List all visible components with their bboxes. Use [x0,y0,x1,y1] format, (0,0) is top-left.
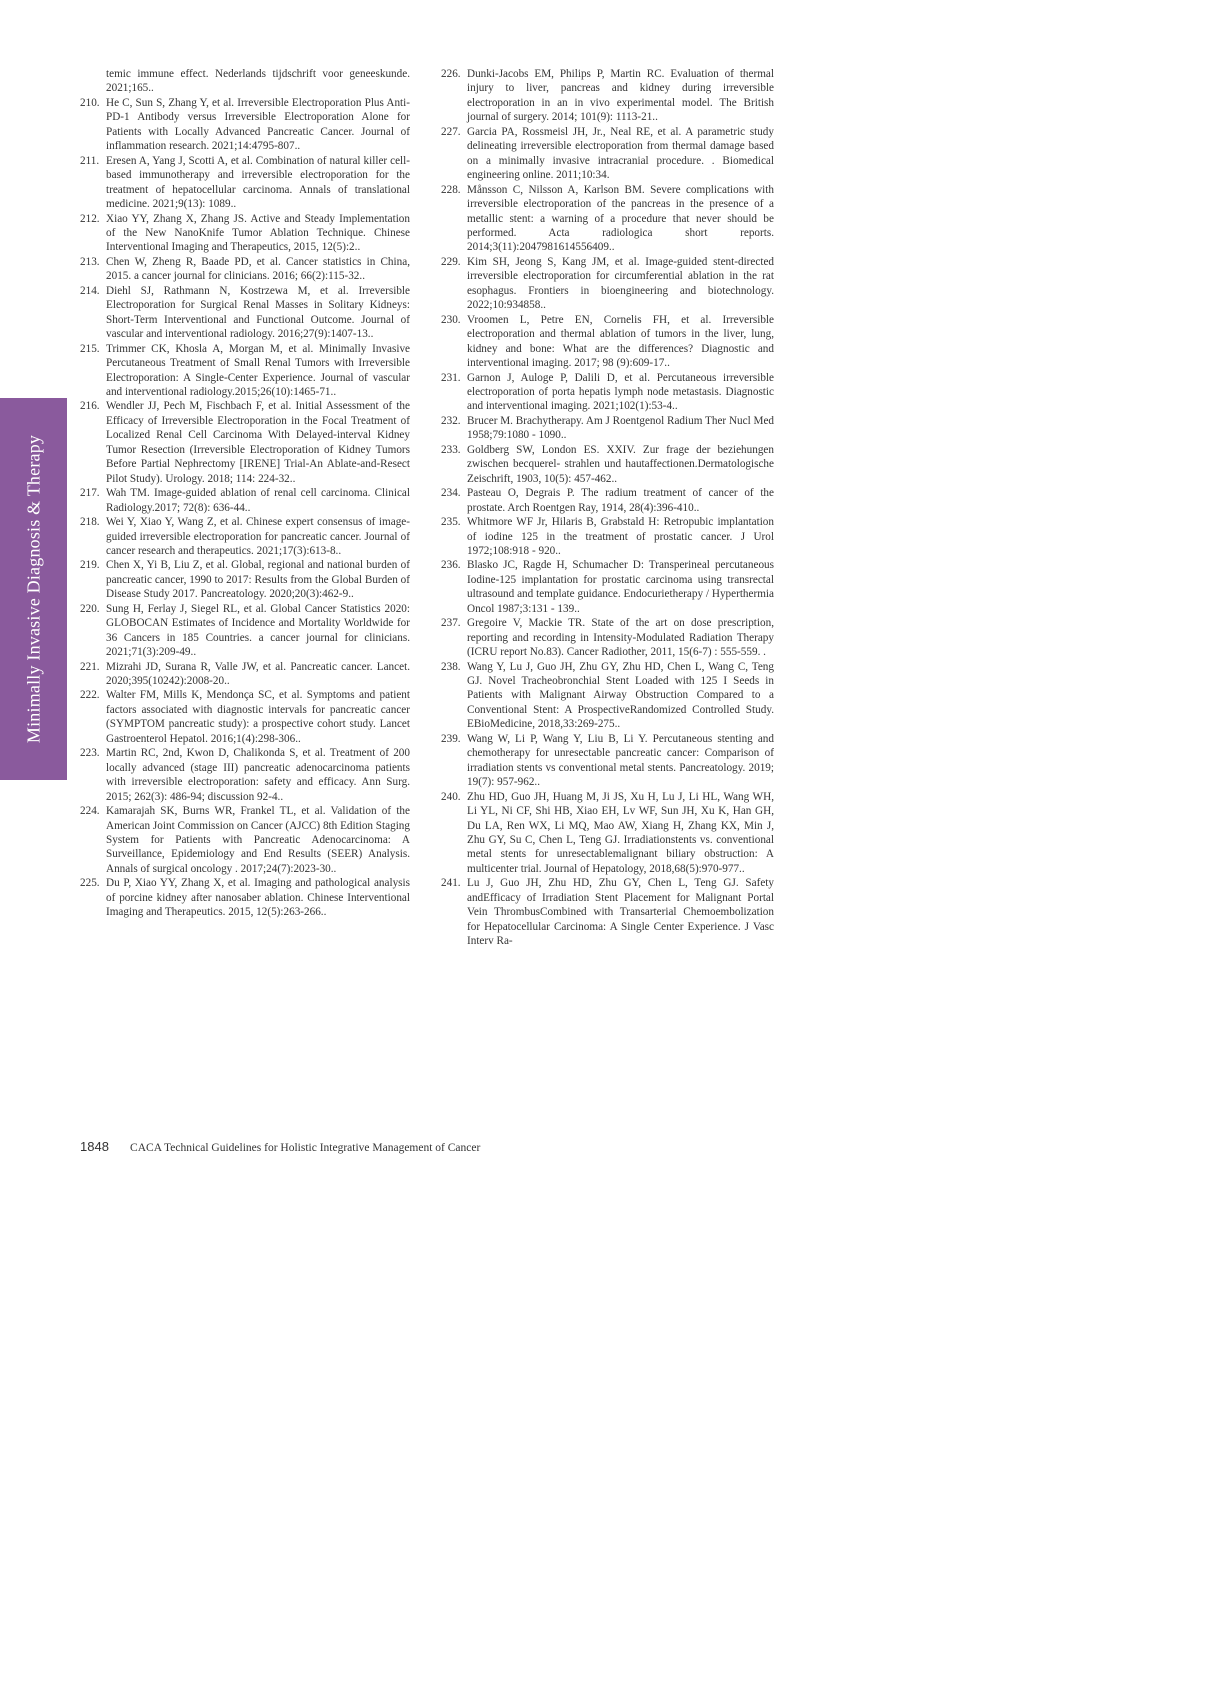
reference-entry [441,660,774,732]
section-title-vertical: Minimally Invasive Diagnosis & Therapy [23,434,43,744]
reference-list-left [80,96,410,920]
reference-number: 218. [80,516,100,529]
reference-number: 234. [441,487,461,500]
reference-entry [441,616,774,659]
reference-number: 222. [80,689,100,702]
reference-number: 225. [80,877,100,890]
journal-title: CACA Technical Guidelines for Holistic Integrative Management of Cancer [130,1142,481,1154]
reference-text: Mizrahi JD, Surana R, Valle JW, et al. Pancreatic cancer. Lancet. 2020;395(10242):2008-20.. [106,660,410,688]
reference-number: 231. [441,371,461,384]
reference-text: Lu J, Guo JH, Zhu HD, Zhu GY, Chen L, Teng GJ. Safety andEfficacy of Irradiation Stent Placement for Malignant Portal Vein ThrombusCombined with Transarterial Chemoembolization for Hepatocellular Carcinoma: A Single Center Experience. J Vasc Interv Ra- [467,877,774,948]
reference-text: Du P, Xiao YY, Zhang X, et al. Imaging and pathological analysis of porcine kidney after nanosaber ablation. Chinese Interventional Imaging and Therapeutics. 2015, 12(5):263-266.. [106,877,410,919]
reference-text: Sung H, Ferlay J, Siegel RL, et al. Global Cancer Statistics 2020: GLOBOCAN Estimates of Incidence and Mortality Worldwide for 36 Cancers in 185 Countries. a cancer journal for clinicians. 2021;71(3):209-49.. [106,602,410,659]
reference-number: 215. [80,342,100,355]
reference-number: 223. [80,747,100,760]
reference-text: Wah TM. Image-guided ablation of renal cell carcinoma. Clinical Radiology.2017; 72(8): 636-44.. [106,487,410,514]
reference-number: 239. [441,732,461,745]
reference-text: Wendler JJ, Pech M, Fischbach F, et al. Initial Assessment of the Efficacy of Irreversible Electroporation in the Focal Treatment of Localized Renal Cell Carcinoma With Delayed-interval Kidney Tumor Resection (Irreversible Electroporation of Kidney Tumors Before Partial Nephrectomy [IRENE] Trial-An Ablate-and-Resect Pilot Study). Urology. 2018; 114: 224-32.. [106,400,410,485]
reference-entry [441,371,774,414]
reference-number: 237. [441,617,461,630]
reference-entry [80,212,410,255]
reference-text: Garcia PA, Rossmeisl JH, Jr., Neal RE, et al. A parametric study delineating irreversible electroporation from thermal damage based on a minimally invasive intracranial procedure. . Biomedical engineering online. 2011;10:34. [467,125,774,182]
reference-entry [80,804,410,876]
reference-entry [441,443,774,486]
reference-text: Chen X, Yi B, Liu Z, et al. Global, regional and national burden of pancreatic cancer, 1990 to 2017: Results from the Global Burden of Disease Study 2017. Pancreatology. 2020;20(3):462-9.. [106,559,410,601]
reference-number: 230. [441,313,461,326]
references-left-column [80,67,410,920]
reference-text: Kamarajah SK, Burns WR, Frankel TL, et al. Validation of the American Joint Commission on Cancer (AJCC) 8th Edition Staging System for Patients with Pancreatic Adenocarcinoma: A Surveillance, Epidemiology and End Results (SEER) Analysis. Annals of surgical oncology . 2017;24(7):2023-30.. [106,805,410,875]
reference-entry [80,558,410,601]
reference-number: 214. [80,284,100,297]
reference-text: Martin RC, 2nd, Kwon D, Chalikonda S, et al. Treatment of 200 locally advanced (stage III) pancreatic adenocarcinoma patients with irreversible electroporation: safety and efficacy. Ann Surg. 2015; 262(3): 486-94; discussion 92-4.. [106,747,410,803]
reference-entry [441,414,774,443]
reference-entry [80,515,410,558]
reference-text: Zhu HD, Guo JH, Huang M, Ji JS, Xu H, Lu J, Li HL, Wang WH, Li YL, Ni CF, Shi HB, Xiao EH, Lv WF, Sun JH, Xu K, Han GH, Du LA, Ren WX, Li MQ, Mao AW, Xiang H, Zhang KX, Min J, Zhu GY, Su C, Chen L, Teng GJ. Irradiationstents vs. conventional metal stents for unresectablemalignant biliary obstruction: A multicenter trial. Journal of Hepatology, 2018,68(5):970-977.. [467,790,774,875]
page-number: 1848 [80,1139,109,1154]
reference-entry [80,342,410,400]
reference-entry [441,313,774,371]
reference-entry [80,486,410,515]
reference-entry [441,125,774,183]
reference-number: 213. [80,255,100,268]
reference-number: 238. [441,660,461,673]
reference-number: 241. [441,877,461,890]
reference-text: Trimmer CK, Khosla A, Morgan M, et al. Minimally Invasive Percutaneous Treatment of Small Renal Tumors with Irreversible Electroporation: A Single-Center Experience. Journal of vascular and interventional radiology.2015;26(10):1465-71.. [106,342,410,398]
page-footer [80,1139,480,1155]
reference-entry [441,183,774,255]
reference-entry [80,255,410,284]
reference-entry [441,515,774,558]
reference-number: 219. [80,559,100,572]
section-side-tab [0,398,67,780]
reference-text: Xiao YY, Zhang X, Zhang JS. Active and Steady Implementation of the New NanoKnife Tumor Ablation Technique. Chinese Interventional Imaging and Therapeutics, 2015, 12(5):2.. [106,212,410,254]
reference-text: Goldberg SW, London ES. XXIV. Zur frage der beziehungen zwischen becquerel- strahlen und hautaffectionen.Dermatologische Zeischrift, 1903, 10(5): 457-462.. [467,443,774,485]
reference-number: 232. [441,414,461,427]
reference-number: 211. [80,154,100,167]
reference-number: 227. [441,125,461,138]
reference-number: 240. [441,790,461,803]
reference-entry [80,688,410,746]
reference-entry [441,67,774,125]
reference-number: 210. [80,96,100,109]
reference-text: Månsson C, Nilsson A, Karlson BM. Severe complications with irreversible electroporation of the pancreas in the presence of a metallic stent: a warning of a procedure that never should be performed. Acta radiologica short reports. 2014;3(11):2047981614556409.. [467,183,774,254]
reference-text: He C, Sun S, Zhang Y, et al. Irreversible Electroporation Plus Anti-PD-1 Antibody versus Irreversible Electroporation Alone for Patients with Locally Advanced Pancreatic Cancer. Journal of inflammation research. 2021;14:4795-807.. [106,96,410,153]
reference-entry [80,399,410,486]
reference-number: 226. [441,68,461,80]
reference-text: Wang W, Li P, Wang Y, Liu B, Li Y. Percutaneous stenting and chemotherapy for unresectable pancreatic cancer: Comparison of irradiation stents vs conventional metal stents. Pancreatology. 2019; 19(7): 957-962.. [467,732,774,789]
reference-list-right [441,67,774,949]
reference-number: 229. [441,255,461,268]
reference-text: Brucer M. Brachytherapy. Am J Roentgenol Radium Ther Nucl Med 1958;79:1080 - 1090.. [467,414,774,442]
reference-entry [80,154,410,212]
reference-entry [441,732,774,790]
reference-number: 224. [80,805,100,818]
reference-text: Diehl SJ, Rathmann N, Kostrzewa M, et al. Irreversible Electroporation for Surgical Renal Masses in Solitary Kidneys: Short-Term Interventional and Functional Outcome. Journal of vascular and interventional radiology. 2016;27(9):1407-13.. [106,284,410,341]
reference-number: 221. [80,660,100,673]
reference-text: Pasteau O, Degrais P. The radium treatment of cancer of the prostate. Arch Roentgen Ray, 1914, 28(4):396-410.. [467,487,774,514]
references-right-column [441,67,774,949]
reference-text: Chen W, Zheng R, Baade PD, et al. Cancer statistics in China, 2015. a cancer journal for clinicians. 2016; 66(2):115-32.. [106,255,410,283]
reference-text: Wang Y, Lu J, Guo JH, Zhu GY, Zhu HD, Chen L, Wang C, Teng GJ. Novel Tracheobronchial Stent Loaded with 125 I Seeds in Patients with Malignant Airway Obstruction Compared to a Conventional Stent: A ProspectiveRandomized Controlled Study. EBioMedicine, 2018,33:269-275.. [467,660,774,731]
reference-text: Garnon J, Auloge P, Dalili D, et al. Percutaneous irreversible electroporation of porta hepatis lymph node metastasis. Diagnostic and interventional imaging. 2021;102(1):53-4.. [467,371,774,413]
reference-entry [80,602,410,660]
reference-entry [441,558,774,616]
reference-text: Gregoire V, Mackie TR. State of the art on dose prescription, reporting and recording in Intensity-Modulated Radiation Therapy (ICRU report No.83). Cancer Radiother, 2011, 15(6-7) : 555-559. . [467,617,774,659]
reference-text: Eresen A, Yang J, Scotti A, et al. Combination of natural killer cell-based immunotherapy and irreversible electroporation for the treatment of hepatocellular carcinoma. Annals of translational medicine. 2021;9(13): 1089.. [106,154,410,211]
reference-text: Kim SH, Jeong S, Kang JM, et al. Image-guided stent-directed irreversible electroporation for circumferential ablation in the rat esophagus. Frontiers in bioengineering and biotechnology. 2022;10:934858.. [467,255,774,312]
reference-entry [441,486,774,515]
reference-entry [80,660,410,689]
reference-text: Wei Y, Xiao Y, Wang Z, et al. Chinese expert consensus of image-guided irreversible electroporation for pancreatic cancer. Journal of cancer research and therapeutics. 2021;17(3):613-8.. [106,516,410,557]
reference-number: 235. [441,516,461,529]
reference-text: Blasko JC, Ragde H, Schumacher D: Transperineal percutaneous Iodine-125 implantation for prostatic carcinoma using transrectal ultrasound and template guidance. Endocurietherapy / Hyperthermia Oncol 1987;3:131 - 139.. [467,559,774,615]
reference-text: Dunki-Jacobs EM, Philips P, Martin RC. Evaluation of thermal injury to liver, pancreas and kidney during irreversible electroporation in an in vivo experimental model. The British journal of surgery. 2014; 101(9): 1113-21.. [467,68,774,124]
reference-entry [441,255,774,313]
reference-entry [80,284,410,342]
reference-number: 228. [441,183,461,196]
reference-number: 217. [80,487,100,500]
reference-number: 212. [80,212,100,225]
reference-number: 216. [80,400,100,413]
reference-text: Walter FM, Mills K, Mendonça SC, et al. Symptoms and patient factors associated with diagnostic intervals for pancreatic cancer (SYMPTOM pancreatic study): a prospective cohort study. Lancet Gastroenterol Hepatol. 2016;1(4):298-306.. [106,689,410,745]
reference-entry [80,96,410,154]
reference-text: Vroomen L, Petre EN, Cornelis FH, et al. Irreversible electroporation and thermal ablation of tumors in the liver, lung, kidney and bone: What are the differences? Diagnostic and interventional imaging. 2017; 98 (9):609-17.. [467,313,774,370]
reference-number: 236. [441,559,461,572]
reference-continuation: temic immune effect. Nederlands tijdschrift voor geneeskunde. 2021;165.. [106,68,410,95]
reference-entry [441,876,774,948]
reference-number: 233. [441,443,461,456]
reference-entry [80,746,410,804]
reference-entry [80,876,410,919]
reference-number: 220. [80,602,100,615]
reference-entry [441,790,774,877]
reference-text: Whitmore WF Jr, Hilaris B, Grabstald H: Retropubic implantation of iodine 125 in the treatment of prostatic cancer. J Urol 1972;108:918 - 920.. [467,516,774,557]
